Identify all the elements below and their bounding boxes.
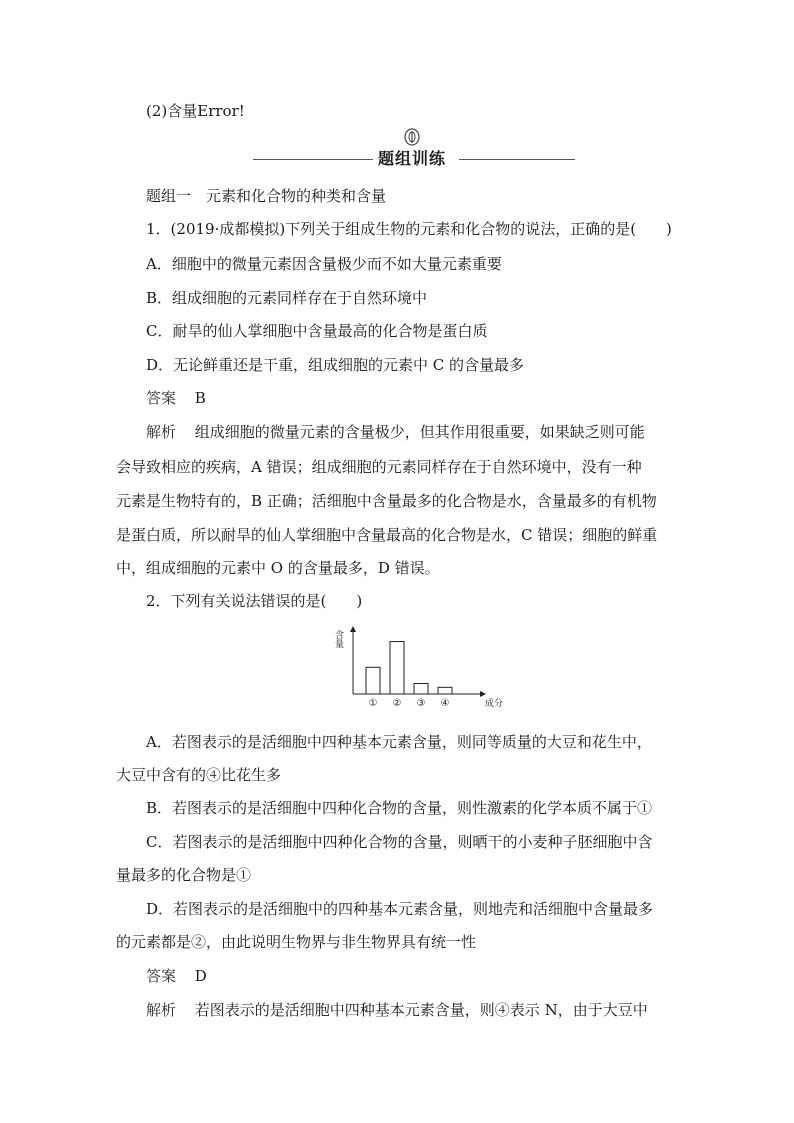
q2-option-d-cont: 的元素都是②，由此说明生物界与非生物界具有统一性 bbox=[116, 933, 477, 951]
q2-option-a: A．若图表示的是活细胞中四种基本元素含量，则同等质量的大豆和花生中， bbox=[146, 733, 652, 751]
content-line: (2)含量Error! bbox=[146, 102, 245, 120]
bar-4 bbox=[438, 687, 452, 694]
y-axis-label: 含量 bbox=[333, 630, 343, 648]
q1-answer-value: B bbox=[194, 389, 206, 407]
group-title: 题组一 元素和化合物的种类和含量 bbox=[146, 187, 387, 205]
q2-stem: 2．下列有关说法错误的是( ) bbox=[146, 592, 363, 610]
q2-option-b: B．若图表示的是活细胞中四种化合物的含量，则性激素的化学本质不属于① bbox=[146, 799, 653, 817]
q1-analysis-label: 解析 bbox=[146, 423, 177, 441]
q1-analysis-line-3: 元素是生物特有的，B 正确；活细胞中含量最多的化合物是水，含量最多的有机物 bbox=[116, 492, 657, 510]
q1-option-d: D．无论鲜重还是干重，组成细胞的元素中 C 的含量最多 bbox=[146, 356, 525, 374]
q1-answer-label: 答案 bbox=[146, 389, 177, 407]
bar-1 bbox=[366, 667, 380, 694]
q1-option-c: C．耐旱的仙人掌细胞中含量最高的化合物是蛋白质 bbox=[146, 322, 488, 340]
q1-analysis-text-1: 组成细胞的微量元素的含量极少，但其作用很重要，如果缺乏则可能 bbox=[194, 423, 645, 441]
q2-answer-row bbox=[146, 966, 207, 986]
q2-option-c: C．若图表示的是活细胞中四种化合物的含量，则晒干的小麦种子胚细胞中含 bbox=[146, 833, 653, 851]
q2-option-d: D．若图表示的是活细胞中的四种基本元素含量，则地壳和活细胞中含量最多 bbox=[146, 900, 654, 918]
bar-3 bbox=[414, 684, 428, 694]
tick-label-4: ④ bbox=[440, 698, 450, 709]
q1-analysis-line-1 bbox=[146, 422, 645, 442]
q2-analysis-line-1 bbox=[146, 1000, 648, 1020]
q2-analysis-label: 解析 bbox=[146, 1001, 177, 1019]
section-divider-right bbox=[459, 159, 575, 160]
q2-answer-label: 答案 bbox=[146, 967, 177, 985]
tick-label-3: ③ bbox=[416, 698, 426, 709]
q1-answer-row bbox=[146, 388, 206, 408]
q2-option-a-cont: 大豆中含有的④比花生多 bbox=[116, 766, 282, 784]
q1-option-a: A．细胞中的微量元素因含量极少而不如大量元素重要 bbox=[146, 255, 502, 273]
q2-answer-value: D bbox=[194, 967, 207, 985]
tick-label-2: ② bbox=[392, 698, 402, 709]
tick-label-1: ① bbox=[368, 698, 378, 709]
x-axis-arrow bbox=[480, 691, 486, 697]
q2-option-c-cont: 量最多的化合物是① bbox=[116, 866, 252, 884]
x-axis-label: 成分 bbox=[485, 699, 504, 709]
q1-analysis-line-4: 是蛋白质，所以耐旱的仙人掌细胞中含量最高的化合物是水，C 错误；细胞的鲜重 bbox=[116, 526, 658, 544]
bar-2 bbox=[390, 642, 404, 694]
section-title: 题组训练 bbox=[378, 149, 447, 168]
q1-analysis-line-2: 会导致相应的疾病，A 错误；组成细胞的元素同样存在于自然环境中，没有一种 bbox=[116, 458, 642, 476]
bar-chart bbox=[330, 624, 504, 714]
y-axis-arrow bbox=[350, 626, 356, 632]
q1-option-b: B．组成细胞的元素同样存在于自然环境中 bbox=[146, 289, 428, 307]
section-divider-left bbox=[253, 159, 373, 160]
q1-stem: 1．(2019·成都模拟)下列关于组成生物的元素和化合物的说法，正确的是( ) bbox=[146, 220, 672, 238]
q1-analysis-line-5: 中，组成细胞的元素中 O 的含量最多，D 错误。 bbox=[116, 559, 440, 577]
q2-analysis-text-1: 若图表示的是活细胞中四种基本元素含量，则④表示 N，由于大豆中 bbox=[194, 1001, 648, 1019]
